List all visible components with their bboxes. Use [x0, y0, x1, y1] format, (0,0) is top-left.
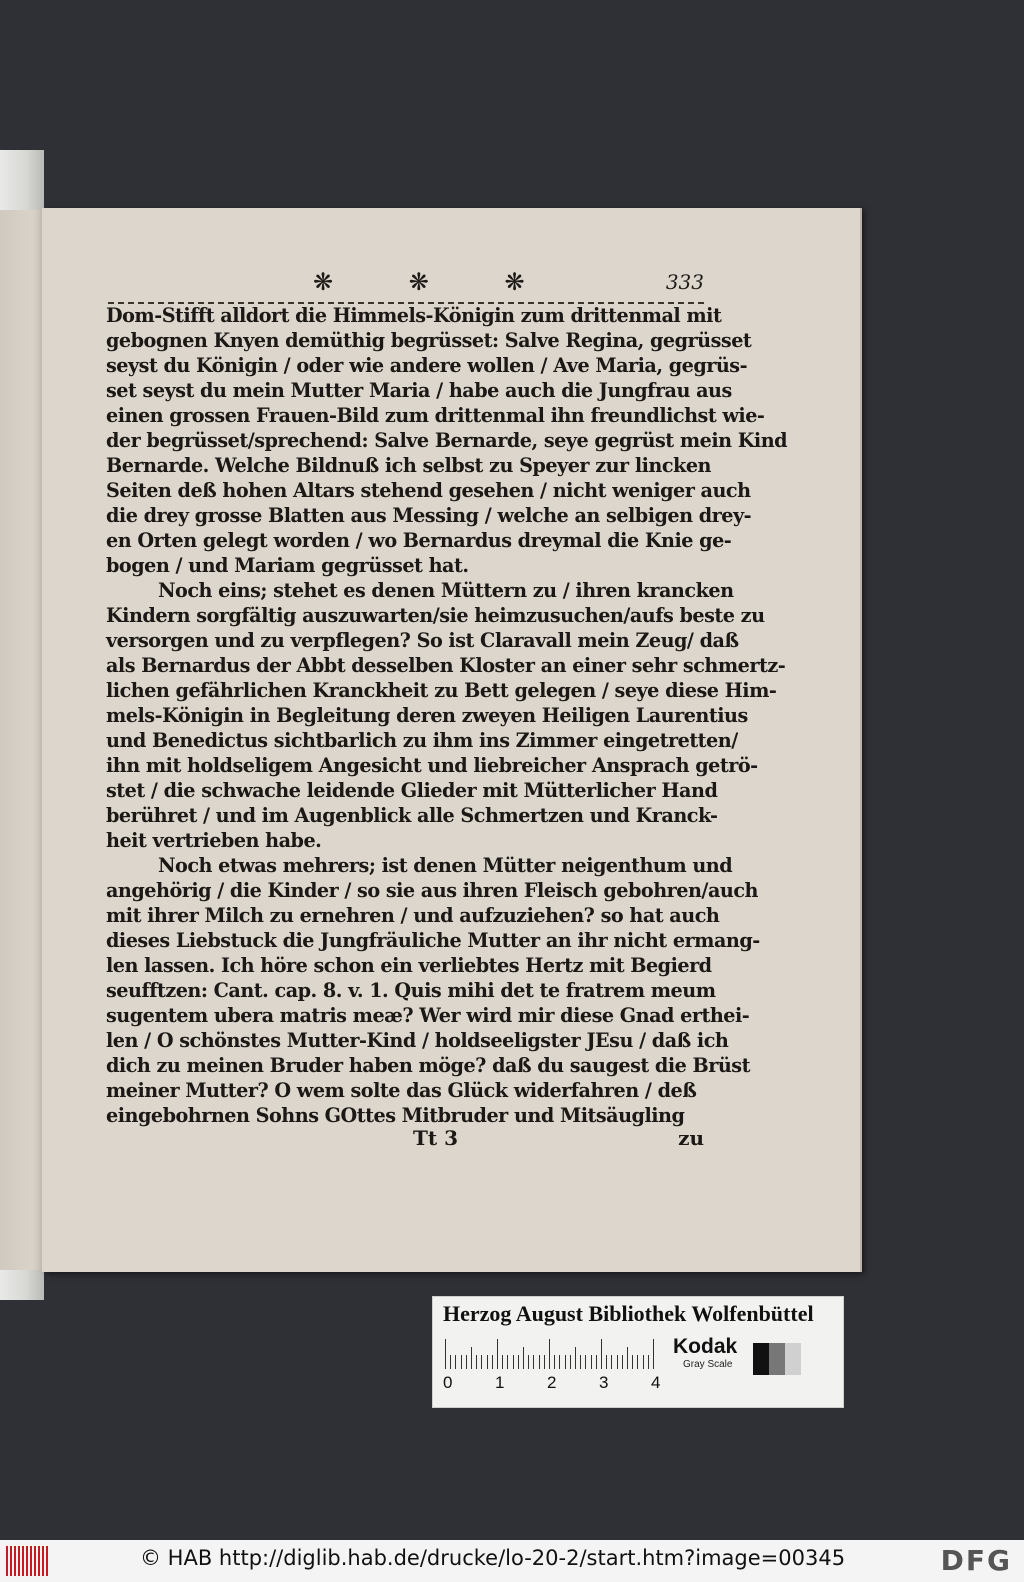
text-line: stet / die schwache leidende Glieder mit Mütterlicher Hand — [106, 779, 718, 802]
ruler-tick — [513, 1355, 514, 1369]
ruler-tick — [606, 1355, 607, 1369]
previous-page-edge — [0, 210, 46, 1270]
ruler-tick — [502, 1355, 503, 1369]
ruler-tick — [643, 1355, 644, 1369]
text-line: einen grossen Frauen-Bild zum drittenmal ihn freundlichst wie- — [106, 404, 765, 427]
text-line: dich zu meinen Bruder haben möge? daß du saugest die Brüst — [106, 1054, 750, 1077]
text-line: en Orten gelegt worden / wo Bernardus dreymal die Knie ge- — [106, 529, 732, 552]
ruler-tick — [632, 1355, 633, 1369]
text-line: heit vertrieben habe. — [106, 829, 322, 852]
signature-mark: Tt 3 — [413, 1126, 458, 1150]
ruler-tick — [481, 1355, 482, 1369]
ruler-tick — [466, 1355, 467, 1369]
kodak-brand: Kodak — [673, 1335, 738, 1358]
ruler-tick — [580, 1355, 581, 1369]
text-line: Bernarde. Welche Bildnuß ich selbst zu Speyer zur lincken — [106, 454, 711, 477]
ruler-tick — [611, 1355, 612, 1369]
text-line: lichen gefährlichen Kranckheit zu Bett gelegen / seye diese Him- — [106, 679, 777, 702]
page-body — [106, 303, 788, 1128]
gray-swatch — [785, 1343, 801, 1375]
ruler-tick — [533, 1355, 534, 1369]
ruler-tick — [476, 1355, 477, 1369]
gray-scale-label: Gray Scale — [683, 1359, 733, 1370]
ruler-tick — [523, 1347, 524, 1369]
text-line: len / O schönstes Mutter-Kind / holdseeligster JEsu / daß ich — [106, 1029, 729, 1052]
ruler-tick — [596, 1355, 597, 1369]
ruler-tick — [544, 1355, 545, 1369]
ruler-tick — [585, 1355, 586, 1369]
ruler-tick — [554, 1355, 555, 1369]
text-line: Kindern sorgfältig auszuwarten/sie heimzusuchen/aufs beste zu — [106, 604, 765, 627]
ruler-tick — [487, 1355, 488, 1369]
page-number: 333 — [665, 270, 704, 294]
library-color-card — [432, 1296, 844, 1408]
scale-number: 0 — [443, 1373, 453, 1392]
catchword: zu — [678, 1126, 704, 1150]
scale-number: 1 — [495, 1373, 505, 1392]
ruler-tick — [565, 1355, 566, 1369]
ruler-tick — [528, 1355, 529, 1369]
text-line: mit ihrer Milch zu ernehren / und aufzuziehen? so hat auch — [106, 904, 720, 927]
ruler-tick — [570, 1355, 571, 1369]
ruler-tick — [471, 1347, 472, 1369]
book-page — [42, 208, 860, 1272]
gray-swatch — [753, 1343, 769, 1375]
scale-number: 3 — [599, 1373, 609, 1392]
text-line: die drey grosse Blatten aus Messing / welche an selbigen drey- — [106, 504, 752, 527]
ruler-tick — [518, 1355, 519, 1369]
ruler-tick — [455, 1355, 456, 1369]
text-line: mels-Königin in Begleitung deren zweyen Heiligen Laurentius — [106, 704, 748, 727]
credit-link[interactable]: © HAB http://diglib.hab.de/drucke/lo-20-2/start.htm?image=00345 — [140, 1546, 846, 1570]
text-line: berühret / und im Augenblick alle Schmertzen und Kranck- — [106, 804, 718, 827]
text-line: als Bernardus der Abbt desselben Kloster an einer sehr schmertz- — [106, 654, 786, 677]
paragraph-start-line: Noch eins; stehet es denen Müttern zu / ihren krancken — [158, 579, 734, 602]
ruler-tick — [601, 1339, 602, 1369]
ruler-tick — [450, 1355, 451, 1369]
ruler-tick — [622, 1355, 623, 1369]
ruler-tick — [559, 1355, 560, 1369]
dfg-logo: DFG — [940, 1544, 1012, 1577]
text-line: set seyst du mein Mutter Maria / habe auch die Jungfrau aus — [106, 379, 732, 402]
text-line: seufftzen: Cant. cap. 8. v. 1. Quis mihi det te fratrem meum — [106, 979, 716, 1002]
text-line: angehörig / die Kinder / so sie aus ihren Fleisch gebohren/auch — [106, 879, 758, 902]
paragraph-start-line: Noch etwas mehrers; ist denen Mütter neigenthum und — [158, 854, 733, 877]
scale-number: 4 — [651, 1373, 661, 1392]
ruler-tick — [617, 1355, 618, 1369]
text-line: versorgen und zu verpflegen? So ist Claravall mein Zeug/ daß — [106, 629, 739, 652]
text-line: Dom-Stifft alldort die Himmels-Königin zum drittenmal mit — [106, 304, 722, 327]
page-header — [108, 266, 704, 306]
text-line: eingebohrnen Sohns GOttes Mitbruder und Mitsäugling — [106, 1104, 685, 1127]
ruler-tick — [445, 1339, 446, 1369]
library-name: Herzog August Bibliothek Wolfenbüttel — [443, 1301, 814, 1326]
ruler-tick — [637, 1355, 638, 1369]
scale-number: 2 — [547, 1373, 557, 1392]
text-line: und Benedictus sichtbarlich zu ihm ins Zimmer eingetretten/ — [106, 729, 738, 752]
ruler-tick — [591, 1355, 592, 1369]
ruler-tick — [539, 1355, 540, 1369]
text-line: der begrüsset/sprechend: Salve Bernarde, seye gegrüst mein Kind — [106, 429, 788, 452]
text-line: len lassen. Ich höre schon ein verliebtes Hertz mit Begierd — [106, 954, 712, 977]
text-line: ihn mit holdseligem Angesicht und liebreicher Ansprach getrö- — [106, 754, 758, 777]
text-line: meiner Mutter? O wem solte das Glück widerfahren / deß — [106, 1079, 697, 1102]
ruler-scale — [445, 1337, 661, 1369]
ruler-tick — [648, 1355, 649, 1369]
ornament-icon: ❋ ❋ ❋ — [313, 268, 559, 296]
ruler-tick — [627, 1347, 628, 1369]
text-line: dieses Liebstuck die Jungfräuliche Mutter an ihr nicht ermang- — [106, 929, 760, 952]
ruler-tick — [461, 1355, 462, 1369]
text-line: seyst du Königin / oder wie andere wollen / Ave Maria, gegrüs- — [106, 354, 748, 377]
text-line: Seiten deß hohen Altars stehend gesehen / nicht weniger auch — [106, 479, 751, 502]
viewer-footer — [0, 1540, 1024, 1582]
text-line: bogen / und Mariam gegrüsset hat. — [106, 554, 469, 577]
ruler-tick — [549, 1339, 550, 1369]
gray-swatch — [769, 1343, 785, 1375]
ruler-tick — [507, 1355, 508, 1369]
ruler-tick — [492, 1355, 493, 1369]
barcode-icon — [6, 1546, 48, 1576]
ruler-tick — [575, 1347, 576, 1369]
text-line: sugentem ubera matris meæ? Wer wird mir diese Gnad erthei- — [106, 1004, 750, 1027]
ruler-tick — [653, 1339, 654, 1369]
text-line: gebognen Knyen demüthig begrüsset: Salve Regina, gegrüsset — [106, 329, 752, 352]
ruler-tick — [497, 1339, 498, 1369]
page-footer — [108, 1126, 704, 1156]
